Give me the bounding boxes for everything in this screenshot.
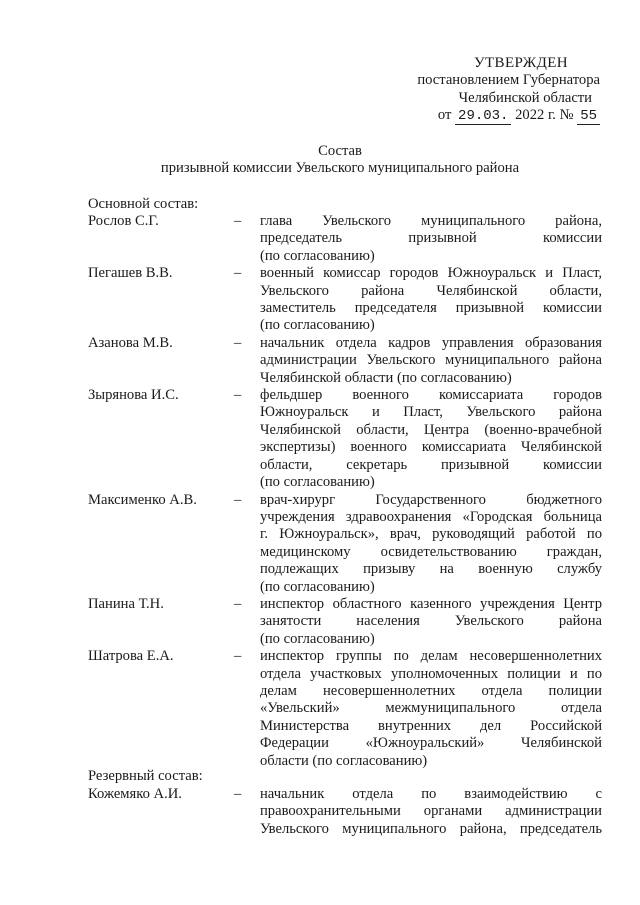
description-line: (по согласованию) (260, 247, 375, 264)
member-row (88, 213, 602, 265)
main-roster (88, 213, 602, 770)
description-line: заместитель председателя призывной комиссии (260, 300, 602, 317)
description-line: глава Увельского муниципального района, (260, 213, 602, 229)
description-line: фельдшер военного комиссариата городов (260, 387, 602, 404)
member-dash: – (234, 786, 242, 802)
description-line: (по согласованию) (260, 317, 375, 334)
approval-line-1: постановлением Губернатора (417, 72, 600, 89)
member-name: Шатрова Е.А. (88, 648, 174, 665)
member-dash: – (234, 387, 242, 404)
member-name: Панина Т.Н. (88, 595, 164, 612)
member-name: Рослов С.Г. (88, 213, 159, 229)
description-line: инспектор группы по делам несовершеннолетних (260, 648, 602, 665)
description-line: военный комиссар городов Южноуральск и Пласт, (260, 265, 602, 282)
member-row (88, 265, 602, 335)
description-line: области, секретарь призывной комиссии (260, 456, 602, 473)
description-line: Федерации «Южноуральский» Челябинской (260, 735, 602, 752)
member-dash: – (234, 648, 242, 665)
approval-date-line (400, 107, 600, 125)
description-line: (по согласованию) (260, 630, 375, 647)
description-line: инспектор областного казенного учреждения Центр (260, 595, 602, 612)
member-name: Кожемяко А.И. (88, 786, 182, 802)
description-line: Южноуральск и Пласт, Увельского района (260, 404, 602, 421)
approval-block (400, 55, 600, 125)
member-description (260, 492, 602, 596)
member-dash: – (234, 265, 242, 282)
description-line: (по согласованию) (260, 474, 375, 491)
member-dash: – (234, 595, 242, 612)
member-name: Пегашев В.В. (88, 265, 173, 282)
description-line: делам несовершеннолетних отдела полиции (260, 682, 602, 699)
member-description (260, 786, 602, 838)
description-line: Увельского района Челябинской области, (260, 282, 602, 299)
member-row (88, 335, 602, 387)
member-description (260, 265, 602, 335)
description-line: «Увельский» межмуниципального отдела (260, 700, 602, 717)
approval-number: 55 (577, 109, 600, 125)
description-line: правоохранительными органами администрации (260, 803, 602, 820)
member-description (260, 213, 602, 265)
member-row (88, 786, 602, 838)
description-line: (по согласованию) (260, 578, 375, 595)
member-name: Максименко А.В. (88, 491, 197, 508)
member-row (88, 492, 602, 596)
reserve-section-label: Резервный состав: (88, 768, 203, 784)
approval-title: УТВЕРЖДЕН (473, 55, 569, 71)
description-line: области (по согласованию) (260, 752, 428, 769)
year-part: 2022 г. № (515, 107, 574, 124)
member-dash: – (234, 491, 242, 508)
member-description (260, 596, 602, 648)
member-row (88, 648, 602, 770)
member-description (260, 387, 602, 491)
heading-line-1: Состав (318, 143, 362, 159)
description-line: начальник отдела по взаимодействию с (260, 786, 602, 802)
description-line: Челябинской области (по согласованию) (260, 369, 512, 386)
description-line: занятости населения Увельского района (260, 613, 602, 630)
description-line: учреждения здравоохранения «Городская больница (260, 508, 602, 525)
heading-line-2: призывной комиссии Увельского муниципального района (160, 160, 520, 177)
description-line: администрации Увельского муниципального района (260, 352, 602, 369)
description-line: Увельского муниципального района, председатель (260, 820, 602, 837)
description-line: Челябинской области, Центра (военно-врачебной (260, 421, 602, 438)
member-name: Азанова М.В. (88, 334, 173, 351)
date-prefix: от (437, 107, 452, 124)
description-line: врач-хирург Государственного бюджетного (260, 491, 602, 508)
approval-line-2: Челябинской области (458, 89, 592, 106)
description-line: г. Южноуральск», врач, руководящий работой по (260, 526, 602, 543)
member-description (260, 648, 602, 770)
member-description (260, 335, 602, 387)
document-heading (0, 143, 640, 178)
description-line: медицинскому освидетельствованию граждан, (260, 543, 602, 560)
member-name: Зырянова И.С. (88, 387, 179, 404)
description-line: Министерства внутренних дел Российской (260, 717, 602, 734)
member-row (88, 596, 602, 648)
member-dash: – (234, 334, 242, 351)
description-line: подлежащих призыву на военную службу (260, 561, 602, 578)
description-line: отдела участковых уполномоченных полиции и по (260, 665, 602, 682)
approval-date: 29.03. (455, 109, 511, 125)
reserve-roster (88, 786, 602, 838)
member-dash: – (234, 213, 242, 229)
description-line: экспертизы) военного комиссариата Челябинской (260, 439, 602, 456)
description-line: начальник отдела кадров управления образования (260, 334, 602, 351)
main-section-label: Основной состав: (88, 196, 199, 212)
description-line: председатель призывной комиссии (260, 230, 602, 247)
member-row (88, 387, 602, 491)
